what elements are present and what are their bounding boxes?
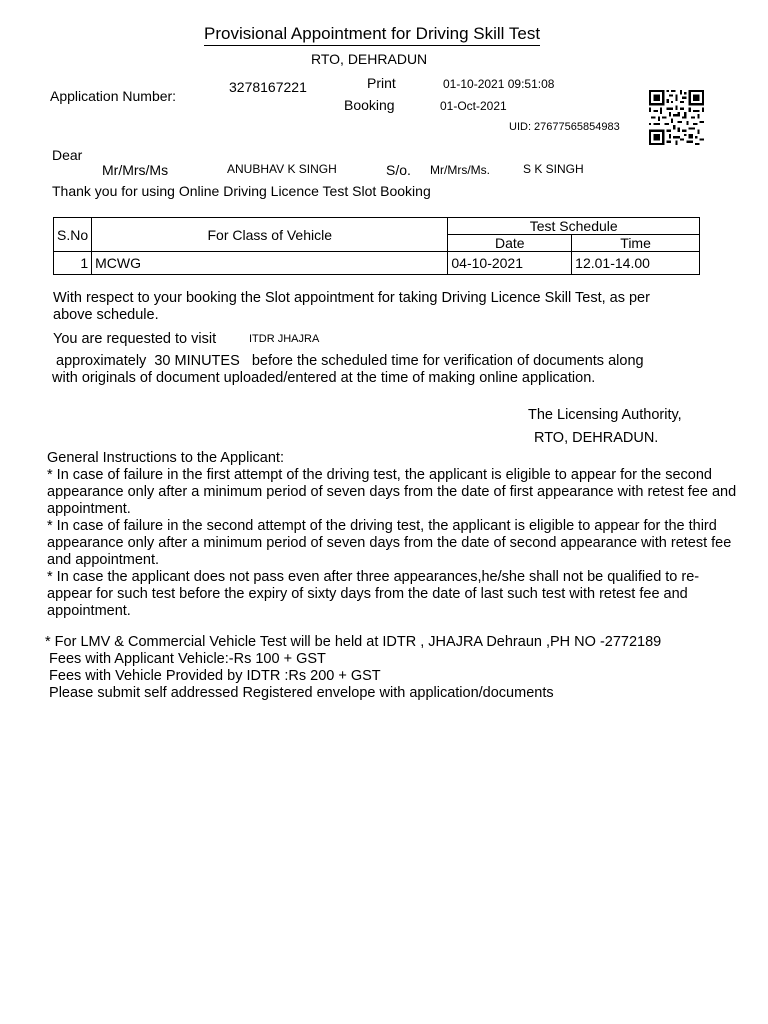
booking-label: Booking [344, 97, 395, 113]
schedule-table [53, 217, 700, 275]
signature-line-2: RTO, DEHRADUN. [534, 430, 659, 446]
row-vehicle-class: MCWG [92, 252, 448, 275]
applicant-name: ANUBHAV K SINGH [227, 162, 337, 176]
respect-line-1: With respect to your booking the Slot appointment for taking Driving Licence Skill Test, as per [53, 290, 650, 306]
booking-date: 01-Oct-2021 [440, 99, 507, 113]
parent-name: S K SINGH [523, 162, 584, 176]
respect-paragraph [53, 290, 650, 324]
table-row [54, 252, 700, 275]
application-number-label: Application Number: [50, 88, 177, 104]
col-class-header: For Class of Vehicle [92, 218, 448, 252]
qr-code-icon [649, 90, 704, 145]
dear-label: Dear [52, 147, 83, 163]
col-sno-header: S.No [54, 218, 92, 252]
fees-line-4: Please submit self addressed Registered envelope with application/documents [45, 685, 554, 701]
general-instructions [47, 450, 737, 620]
row-sno: 1 [54, 252, 92, 275]
row-time: 12.01-14.00 [572, 252, 700, 275]
print-label: Print [367, 75, 396, 91]
application-number: 3278167221 [229, 79, 307, 95]
page-title: Provisional Appointment for Driving Skill Test [204, 24, 540, 46]
office-name: RTO, DEHRADUN [311, 51, 428, 67]
col-schedule-header: Test Schedule [448, 218, 700, 235]
instruction-item: * In case of failure in the first attempt of the driving test, the applicant is eligible to appear for the second appearance only after a minimum period of seven days from the date of first appearance with retest fee and appointment. [47, 467, 737, 517]
fees-line-1: * For LMV & Commercial Vehicle Test will be held at IDTR , JHAJRA Dehraun ,PH NO -2772189 [45, 634, 662, 650]
fees-line-3: Fees with Vehicle Provided by IDTR :Rs 200 + GST [45, 668, 381, 684]
instruction-item: * In case of failure in the second attempt of the driving test, the applicant is eligible to appear for the third appearance only after a minimum period of seven days from the date of second appearance with retest fee and appointment. [47, 518, 732, 568]
visit-label: You are requested to visit [53, 331, 217, 347]
respect-line-2: above schedule. [53, 307, 159, 323]
uid-number: UID: 27677565854983 [509, 121, 620, 133]
col-time-header: Time [572, 235, 700, 252]
visit-place: ITDR JHAJRA [249, 333, 320, 345]
signature-line-1: The Licensing Authority, [528, 407, 682, 423]
instruction-item: * In case the applicant does not pass even after three appearances,he/she shall not be qualified to re-appear for such test before the expiry of sixty days from the date of last such test with retest fee and appointment. [47, 569, 700, 619]
relation-label: S/o. [386, 162, 411, 178]
approx-line-1: approximately 30 MINUTES before the scheduled time for verification of documents along [52, 353, 644, 369]
print-timestamp: 01-10-2021 09:51:08 [443, 77, 555, 91]
approx-line-2: with originals of document uploaded/entered at the time of making online application. [52, 370, 596, 386]
fees-section [45, 634, 745, 702]
parent-salutation: Mr/Mrs/Ms. [430, 163, 490, 177]
row-date: 04-10-2021 [448, 252, 572, 275]
salutation: Mr/Mrs/Ms [102, 162, 169, 178]
instructions-heading: General Instructions to the Applicant: [47, 450, 284, 466]
thanks-line: Thank you for using Online Driving Licence Test Slot Booking [52, 183, 431, 199]
col-date-header: Date [448, 235, 572, 252]
table-header-row [54, 218, 700, 235]
fees-line-2: Fees with Applicant Vehicle:-Rs 100 + GST [45, 651, 326, 667]
approx-paragraph [52, 353, 644, 387]
